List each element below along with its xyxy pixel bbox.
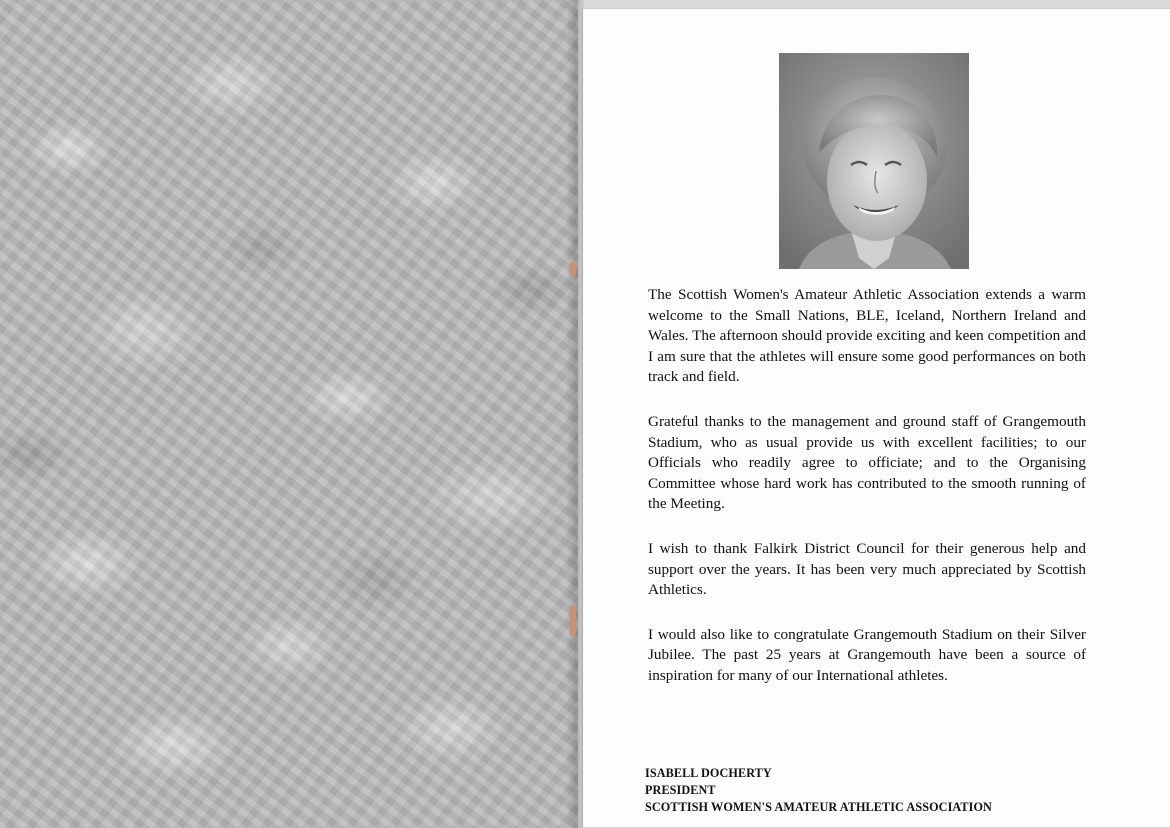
signatory-title: PRESIDENT <box>645 783 716 797</box>
welcome-page <box>582 8 1170 827</box>
letter-paragraph-3: I wish to thank Falkirk District Council for their generous help and support over the years. It has been very much appreciated by Scottish Athletics. <box>648 539 1086 599</box>
letter-paragraph-1: The Scottish Women's Amateur Athletic Association extends a warm welcome to the Small Nations, BLE, Iceland, Northern Ireland and Wales. The afternoon should provide exciting and keen competition and I am sure that the athletes will ensure some good performances on both track and field. <box>648 286 1086 386</box>
welcome-letter <box>648 285 1086 711</box>
marbled-cover-page <box>0 0 578 828</box>
signature-block <box>645 765 992 816</box>
president-portrait-photo <box>779 53 969 269</box>
letter-paragraph-2: Grateful thanks to the management and ground staff of Grangemouth Stadium, who as usual provide us with excellent facilities; to our Officials who readily agree to officiate; and to the Organising Committee whose hard work has contributed to the smooth running of the Meeting. <box>648 412 1086 513</box>
staple-mark-bottom <box>570 606 576 636</box>
staple-mark-top <box>570 262 576 276</box>
signatory-name: ISABELL DOCHERTY <box>645 766 772 780</box>
signatory-organisation: SCOTTISH WOMEN'S AMATEUR ATHLETIC ASSOCIATION <box>645 800 992 814</box>
letter-paragraph-4: I would also like to congratulate Grangemouth Stadium on their Silver Jubilee. The past 25 years at Grangemouth have been a source of inspiration for many of our International athletes. <box>648 625 1086 684</box>
